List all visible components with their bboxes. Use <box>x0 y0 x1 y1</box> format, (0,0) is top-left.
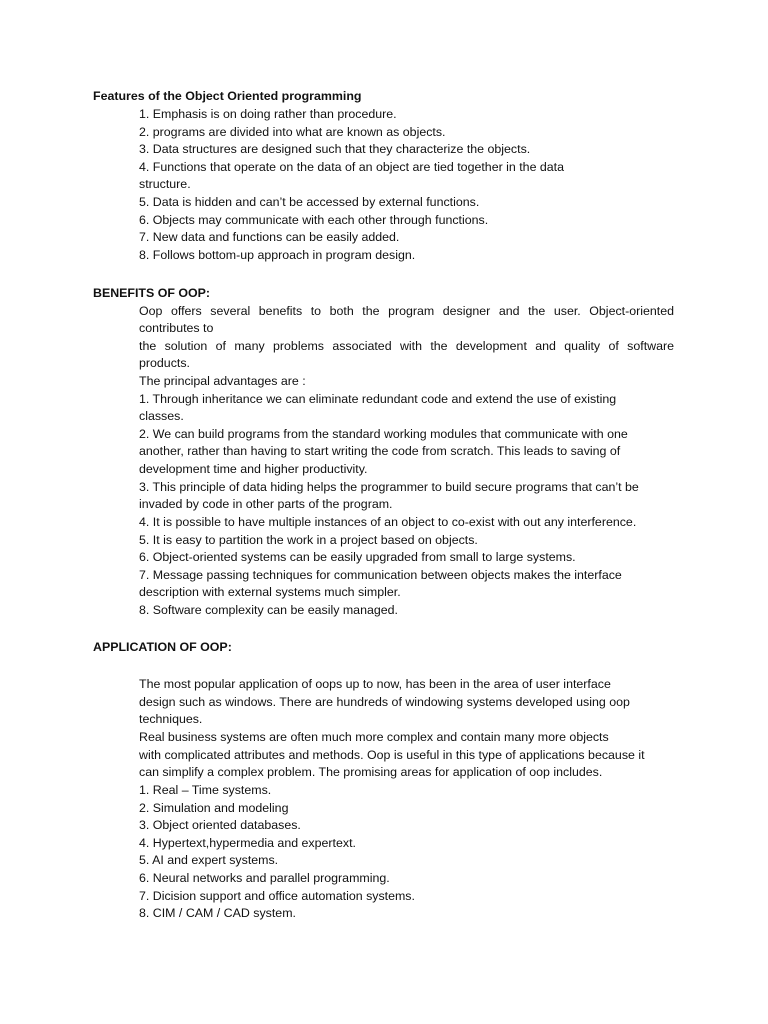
benefits-item: 6. Object-oriented systems can be easily upgraded from small to large systems. <box>139 550 576 564</box>
application-item: can simplify a complex problem. The promising areas for application of oop includes. <box>139 765 603 779</box>
features-item: 6. Objects may communicate with each other through functions. <box>139 213 489 227</box>
benefits-item: 7. Message passing techniques for communication between objects makes the interface <box>139 568 622 582</box>
benefits-heading: BENEFITS OF OOP: <box>93 286 211 300</box>
benefits-item: classes. <box>139 409 184 423</box>
benefits-item: development time and higher productivity. <box>139 462 368 476</box>
application-item: 8. CIM / CAM / CAD system. <box>139 906 296 920</box>
application-item: 7. Dicision support and office automation systems. <box>139 889 415 903</box>
benefits-item: 1. Through inheritance we can eliminate redundant code and extend the use of existing <box>139 392 617 406</box>
application-item: 3. Object oriented databases. <box>139 818 301 832</box>
features-heading: Features of the Object Oriented programming <box>93 89 362 103</box>
features-item: 5. Data is hidden and can’t be accessed by external functions. <box>139 195 480 209</box>
benefits-item: 2. We can build programs from the standard working modules that communicate with one <box>139 427 628 441</box>
benefits-intro-line: the solution of many problems associated with the development and quality of software <box>139 339 674 353</box>
benefits-item: 5. It is easy to partition the work in a project based on objects. <box>139 533 478 547</box>
application-item: 1. Real – Time systems. <box>139 783 272 797</box>
application-item: 6. Neural networks and parallel programming. <box>139 871 390 885</box>
benefits-intro-line: products. <box>139 356 190 370</box>
features-item: structure. <box>139 177 191 191</box>
application-item: 2. Simulation and modeling <box>139 801 289 815</box>
application-item: techniques. <box>139 712 203 726</box>
application-item: with complicated attributes and methods. Oop is useful in this type of applications because it <box>139 748 645 762</box>
features-item: 3. Data structures are designed such that they characterize the objects. <box>139 142 531 156</box>
application-heading: APPLICATION OF OOP: <box>93 640 232 654</box>
application-item: design such as windows. There are hundreds of windowing systems developed using oop <box>139 695 630 709</box>
benefits-item: 4. It is possible to have multiple instances of an object to co-exist with out any interference. <box>139 515 637 529</box>
benefits-item: another, rather than having to start writing the code from scratch. This leads to saving of <box>139 444 621 458</box>
benefits-intro-line: Oop offers several benefits to both the program designer and the user. Object-oriented <box>139 304 674 318</box>
benefits-item: The principal advantages are : <box>139 374 306 388</box>
application-item: Real business systems are often much more complex and contain many more objects <box>139 730 609 744</box>
application-item: 5. AI and expert systems. <box>139 853 279 867</box>
benefits-item: invaded by code in other parts of the program. <box>139 497 393 511</box>
benefits-item: 8. Software complexity can be easily managed. <box>139 603 398 617</box>
features-item: 4. Functions that operate on the data of an object are tied together in the data <box>139 160 565 174</box>
features-item: 1. Emphasis is on doing rather than procedure. <box>139 107 397 121</box>
application-item: The most popular application of oops up to now, has been in the area of user interface <box>139 677 611 691</box>
benefits-intro-line: contributes to <box>139 321 214 335</box>
features-item: 7. New data and functions can be easily added. <box>139 230 400 244</box>
features-item: 2. programs are divided into what are known as objects. <box>139 125 446 139</box>
benefits-item: description with external systems much simpler. <box>139 585 401 599</box>
features-item: 8. Follows bottom-up approach in program design. <box>139 248 416 262</box>
application-item: 4. Hypertext,hypermedia and expertext. <box>139 836 356 850</box>
benefits-item: 3. This principle of data hiding helps the programmer to build secure programs that can’t be <box>139 480 639 494</box>
